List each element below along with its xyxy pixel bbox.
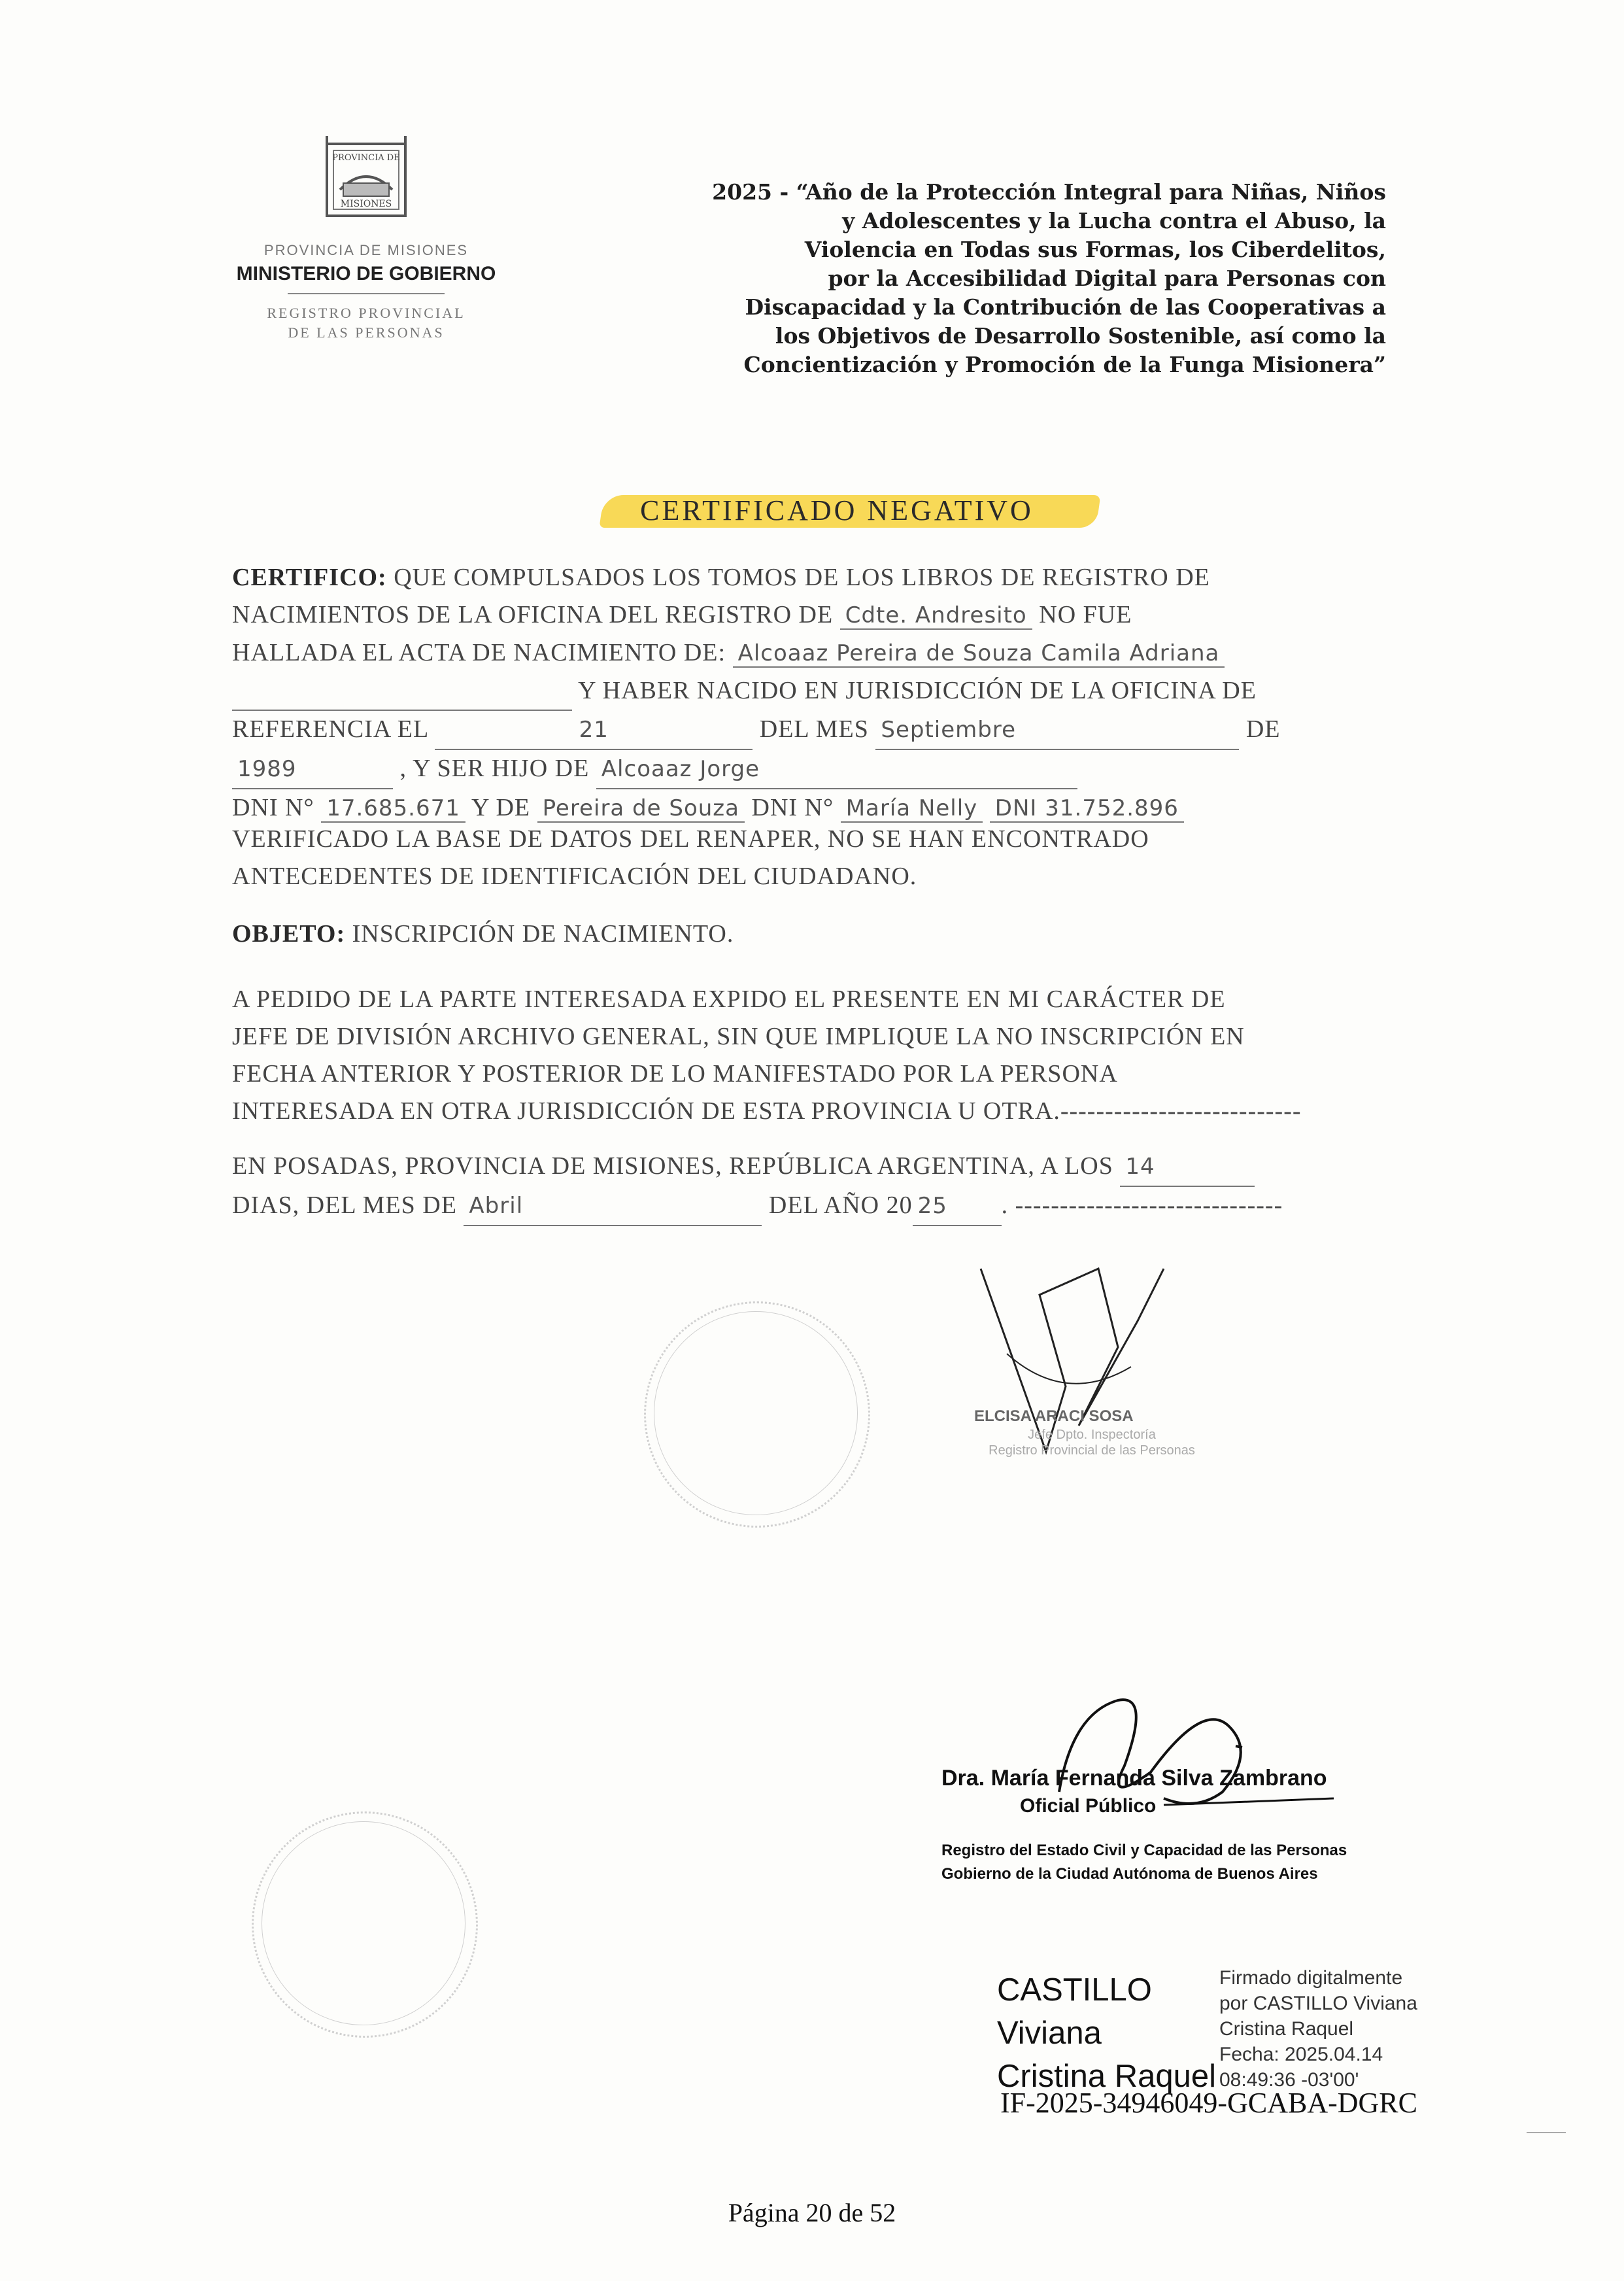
signer-1-name: ELCISA ARACI SOSA [974, 1407, 1134, 1425]
mother-name-field: María Nelly [841, 795, 983, 823]
pedido-line: A PEDIDO DE LA PARTE INTERESADA EXPIDO EL PRESENTE EN MI CARÁCTER DE [232, 986, 1226, 1013]
father-dni-field: 17.685.671 [321, 795, 465, 823]
digital-signature-detail-line: Cristina Raquel [1219, 2018, 1354, 2040]
province-label: PROVINCIA DE MISIONES [263, 242, 469, 258]
verificado-line: ANTECEDENTES DE IDENTIFICACIÓN DEL CIUDADANO. [232, 863, 917, 890]
birth-month-field: Septiembre [875, 712, 1239, 750]
certifico-text: DE [1245, 715, 1281, 743]
pedido-line: INTERESADA EN OTRA JURISDICCIÓN DE ESTA PROVINCIA U OTRA.--------------------------- [232, 1097, 1302, 1125]
ministry-label: MINISTERIO DE GOBIERNO [236, 263, 496, 284]
motto-line: los Objetivos de Desarrollo Sostenible, así como la [775, 323, 1386, 349]
blank-line [232, 672, 572, 711]
digital-signer-name [997, 1968, 1216, 2098]
certifico-text: Y HABER NACIDO EN JURISDICCIÓN DE LA OFICINA DE [578, 677, 1257, 704]
motto-line: 2025 - “Año de la Protección Integral para Niñas, Niños [712, 179, 1386, 205]
birth-day-field: 21 [435, 712, 753, 750]
digital-signature-detail-line: Firmado digitalmente [1219, 1967, 1403, 1989]
pedido-line: JEFE DE DIVISIÓN ARCHIVO GENERAL, SIN QUE IMPLIQUE LA NO INSCRIPCIÓN EN [232, 1023, 1245, 1050]
mother-surname-field: Pereira de Souza [537, 795, 745, 823]
mother-dni-field: DNI 31.752.896 [990, 795, 1184, 823]
issue-year-field: 25 [913, 1188, 1002, 1226]
place-text: DIAS, DEL MES DE [232, 1192, 457, 1219]
birth-year-field: 1989 [232, 751, 393, 789]
faint-seal-stamp-inner [654, 1311, 858, 1515]
certifico-paragraph [232, 559, 1409, 827]
digital-signature-detail-line: por CASTILLO Viviana [1219, 1993, 1417, 2014]
certifico-text: QUE COMPULSADOS LOS TOMOS DE LOS LIBROS DE REGISTRO DE [394, 564, 1210, 591]
digital-signature-detail-line: 08:49:36 -03'00' [1219, 2069, 1359, 2091]
person-name-field: Alcoaaz Pereira de Souza Camila Adriana [733, 640, 1225, 668]
header-divider [288, 293, 445, 294]
signer-1-role-line: Registro Provincial de las Personas [989, 1443, 1195, 1458]
registry-line-2: DE LAS PERSONAS [288, 324, 445, 341]
crest-text-bottom: MISIONES [340, 199, 392, 209]
page-number: Página 20 de 52 [728, 2198, 896, 2227]
pedido-line: FECHA ANTERIOR Y POSTERIOR DE LO MANIFESTADO POR LA PERSONA [232, 1060, 1118, 1088]
digital-signer-name-line: CASTILLO [997, 1972, 1152, 2008]
signer-2-name: Dra. María Fernanda Silva Zambrano [941, 1766, 1327, 1791]
signer-1-role [928, 1427, 1255, 1458]
place-text: EN POSADAS, PROVINCIA DE MISIONES, REPÚBLICA ARGENTINA, A LOS [232, 1152, 1113, 1180]
registry-line-1: REGISTRO PROVINCIAL [267, 305, 465, 321]
registry-office-field: Cdte. Andresito [840, 602, 1032, 630]
province-crest-logo [314, 131, 418, 235]
motto-line: y Adolescentes y la Lucha contra el Abuso, la [842, 208, 1386, 233]
objeto-label: OBJETO: [232, 920, 346, 948]
faint-seal-stamp-inner [262, 1821, 465, 2025]
objeto-paragraph [232, 916, 1409, 953]
place-text: . ------------------------------ [1001, 1192, 1283, 1219]
certificate-title: CERTIFICADO NEGATIVO [640, 494, 1034, 526]
signer-2-registry [941, 1839, 1347, 1886]
motto-line: por la Accesibilidad Digital para Personas con [828, 266, 1386, 291]
issue-day-field: 14 [1120, 1148, 1255, 1187]
place-text: DEL AÑO 20 [768, 1192, 913, 1219]
certifico-text: NO FUE [1039, 601, 1132, 628]
page-rule [1527, 2132, 1566, 2133]
certifico-text: REFERENCIA EL [232, 715, 428, 743]
digital-signature-detail-line: Fecha: 2025.04.14 [1219, 2044, 1383, 2065]
certifico-text: , Y SER HIJO DE [399, 755, 590, 782]
digital-signature-detail [1219, 1965, 1417, 2093]
motto-line: Concientización y Promoción de la Funga Misionera” [743, 352, 1386, 377]
year-motto [660, 178, 1386, 379]
signer-2-registry-line: Gobierno de la Ciudad Autónoma de Buenos Aires [941, 1865, 1318, 1883]
certifico-text: HALLADA EL ACTA DE NACIMIENTO DE: [232, 639, 726, 666]
certifico-text: NACIMIENTOS DE LA OFICINA DEL REGISTRO DE [232, 601, 834, 628]
motto-line: Discapacidad y la Contribución de las Cooperativas a [745, 294, 1386, 320]
place-date-paragraph [232, 1148, 1409, 1226]
issue-month-field: Abril [464, 1188, 762, 1226]
digital-signer-name-line: Viviana [997, 2015, 1102, 2051]
certifico-text: DNI N° [751, 794, 834, 821]
father-name-field: Alcoaaz Jorge [596, 751, 1077, 789]
certifico-label: CERTIFICO: [232, 564, 387, 591]
crest-text-top: PROVINCIA DE [332, 153, 400, 163]
certifico-text: DEL MES [759, 715, 869, 743]
verificado-paragraph [232, 821, 1409, 895]
signer-2-registry-line: Registro del Estado Civil y Capacidad de las Personas [941, 1842, 1347, 1859]
document-id: IF-2025-34946049-GCABA-DGRC [1000, 2087, 1417, 2119]
digital-signer-name-line: Cristina Raquel [997, 2059, 1216, 2094]
pedido-paragraph [232, 981, 1409, 1130]
verificado-line: VERIFICADO LA BASE DE DATOS DEL RENAPER, NO SE HAN ENCONTRADO [232, 825, 1149, 853]
motto-line: Violencia en Todas sus Formas, los Ciberdelitos, [804, 237, 1386, 262]
certifico-text: Y DE [471, 794, 531, 821]
objeto-value: INSCRIPCIÓN DE NACIMIENTO. [352, 920, 734, 948]
signer-2-role: Oficial Público [1020, 1795, 1157, 1817]
signer-1-role-line: Jefe Dpto. Inspectoría [1028, 1428, 1156, 1442]
certificate-title-block [601, 487, 1098, 533]
certifico-text: DNI N° [232, 794, 314, 821]
ministry-header [216, 242, 516, 343]
